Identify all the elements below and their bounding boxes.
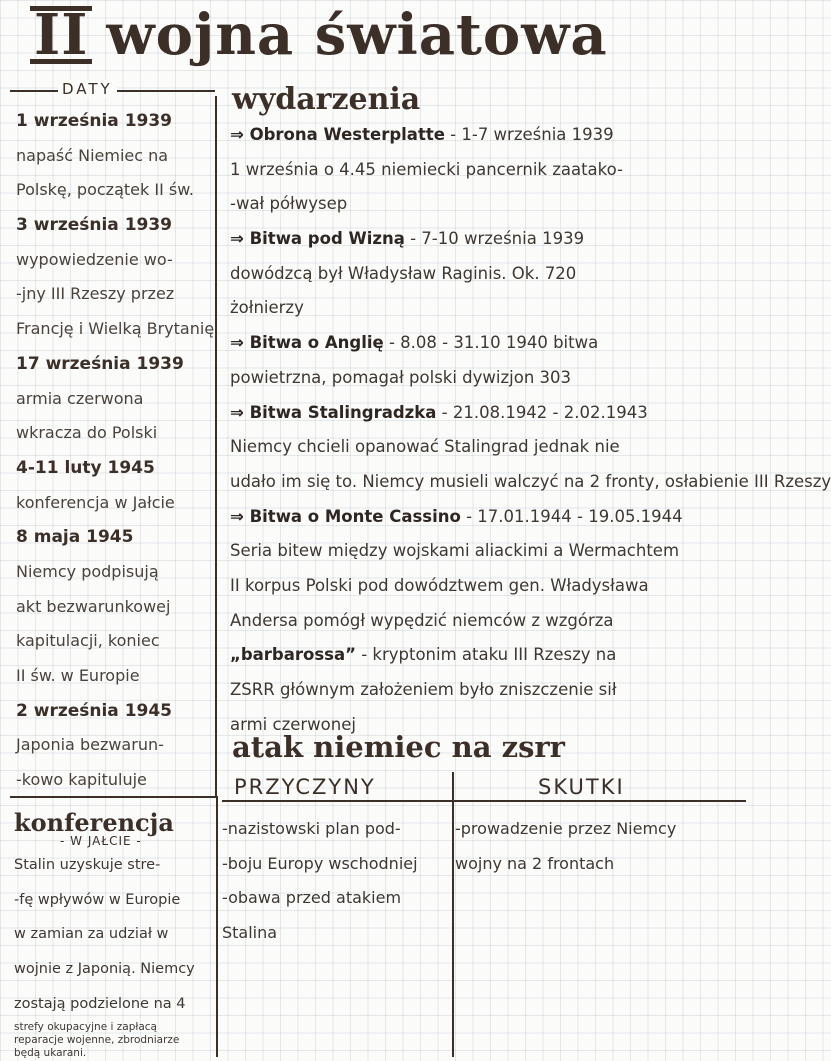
event-title: ⇒ Bitwa o Anglię — [230, 333, 384, 353]
event-line — [230, 465, 831, 500]
cause-item: -obawa przed atakiem — [222, 888, 402, 908]
event-line — [230, 222, 745, 257]
effects-heading: SKUTKI — [538, 775, 625, 799]
event-line — [230, 534, 745, 569]
event-line — [230, 326, 745, 361]
event-text: - kryptonim ataku III Rzeszy na — [355, 645, 617, 665]
event-text: - 7-10 września 1939 — [404, 229, 585, 249]
cause-item: -nazistowski plan pod- — [222, 819, 401, 838]
event-line — [230, 430, 745, 465]
date-description: konferencja w Jałcie — [16, 492, 175, 512]
date-label: 1 września 1939 — [16, 111, 173, 131]
event-text: II korpus Polski pod dowództwem gen. Władysława — [230, 575, 649, 595]
cause-item: -boju Europy wschodniej — [222, 853, 418, 873]
date-label: 17 września 1939 — [16, 353, 184, 374]
attack-heading: atak niemiec na zsrr — [232, 730, 565, 764]
date-description: wypowiedzenie wo- — [16, 249, 173, 269]
events-heading: wydarzenia — [232, 82, 421, 117]
dates-list — [16, 104, 215, 798]
event-line — [230, 604, 745, 639]
event-text: ZSRR głównym założeniem było zniszczenie sił — [230, 680, 617, 699]
event-title: ⇒ Obrona Westerplatte — [230, 125, 445, 144]
date-description: napaść Niemiec na — [16, 145, 169, 165]
causes-list — [222, 812, 450, 951]
date-label: 2 września 1945 — [16, 700, 173, 721]
event-text: -wał półwysep — [230, 194, 348, 214]
event-text: Niemcy chcieli opanować Stalingrad jednak nie — [230, 437, 620, 457]
conference-subheading: - W JAŁCIE - — [60, 834, 142, 848]
event-text: Seria bitew między wojskami aliackimi a Wermachtem — [230, 541, 680, 561]
cause-item: Stalina — [222, 923, 278, 943]
conference-small-line: będą ukarani. — [14, 1047, 87, 1060]
event-text: 1 września o 4.45 niemiecki pancernik zaatako- — [230, 159, 623, 179]
date-description: Polskę, początek II św. — [16, 180, 194, 200]
event-line — [230, 396, 745, 431]
conference-line: zostają podzielone na 4 — [14, 995, 186, 1012]
conference-heading: konferencja — [14, 808, 174, 837]
date-description: Niemcy podpisują — [16, 561, 159, 581]
event-line — [230, 569, 745, 604]
title-text: wojna światowa — [106, 2, 608, 68]
title-roman-numeral: II — [30, 6, 92, 64]
date-description: armia czerwona — [16, 388, 144, 408]
event-title: „barbarossa” — [230, 645, 356, 665]
event-line — [230, 361, 745, 396]
event-text: - 1-7 września 1939 — [444, 125, 614, 144]
event-line — [230, 187, 745, 222]
event-text: powietrzna, pomagał polski dywizjon 303 — [230, 367, 572, 387]
date-description: -kowo kapituluje — [16, 770, 147, 790]
event-line — [230, 500, 745, 535]
event-title: ⇒ Bitwa pod Wizną — [230, 229, 405, 249]
date-description: Francję i Wielką Brytanię — [16, 319, 215, 339]
event-line — [230, 153, 745, 188]
date-label: 3 września 1939 — [16, 215, 173, 236]
causes-heading: PRZYCZYNY — [234, 775, 376, 799]
table-column-divider — [452, 772, 454, 1057]
event-text: armi czerwonej — [230, 714, 356, 734]
conference-line: -fę wpływów w Europie — [14, 891, 181, 908]
effect-item: wojny na 2 frontach — [455, 853, 615, 873]
event-text: żołnierzy — [230, 298, 304, 318]
event-title: ⇒ Bitwa Stalingradzka — [230, 402, 437, 422]
date-description: -jny III Rzeszy przez — [16, 284, 175, 304]
date-label: 4-11 luty 1945 — [16, 457, 155, 478]
event-line — [230, 673, 745, 708]
date-description: akt bezwarunkowej — [16, 596, 171, 616]
date-description: II św. w Europie — [16, 666, 140, 685]
event-title: ⇒ Bitwa o Monte Cassino — [230, 506, 461, 526]
event-text: - 8.08 - 31.10 1940 bitwa — [383, 333, 599, 353]
conference-line: Stalin uzyskuje stre- — [14, 857, 161, 873]
conference-small-line: strefy okupacyjne i zapłacą — [14, 1021, 157, 1034]
event-line — [230, 291, 745, 326]
event-text: udało im się to. Niemcy musieli walczyć na 2 fronty, osłabienie III Rzeszy — [230, 471, 831, 491]
conference-notes — [14, 848, 219, 1060]
table-header-rule — [222, 800, 746, 802]
effect-item: -prowadzenie przez Niemcy — [455, 819, 677, 838]
event-text: Andersa pomógł wypędzić niemców z wzgórza — [230, 610, 614, 630]
conference-line: w zamian za udział w — [14, 926, 169, 943]
event-line — [230, 638, 745, 673]
date-description: wkracza do Polski — [16, 423, 158, 443]
page-title — [30, 2, 740, 82]
conference-small-line: reparacje wojenne, zbrodniarze — [14, 1034, 180, 1047]
dates-heading: DATY — [58, 80, 117, 98]
conference-line: wojnie z Japonią. Niemcy — [14, 961, 195, 978]
event-text: - 17.01.1944 - 19.05.1944 — [460, 506, 683, 526]
date-description: Japonia bezwarun- — [16, 735, 164, 755]
events-list — [230, 118, 831, 742]
event-text: - 21.08.1942 - 2.02.1943 — [436, 402, 648, 422]
event-text: dowódzcą był Władysław Raginis. Ok. 720 — [230, 263, 577, 283]
date-label: 8 maja 1945 — [16, 527, 134, 548]
effects-list — [455, 812, 745, 881]
event-line — [230, 118, 745, 153]
event-line — [230, 257, 745, 292]
date-description: kapitulacji, koniec — [16, 631, 160, 651]
